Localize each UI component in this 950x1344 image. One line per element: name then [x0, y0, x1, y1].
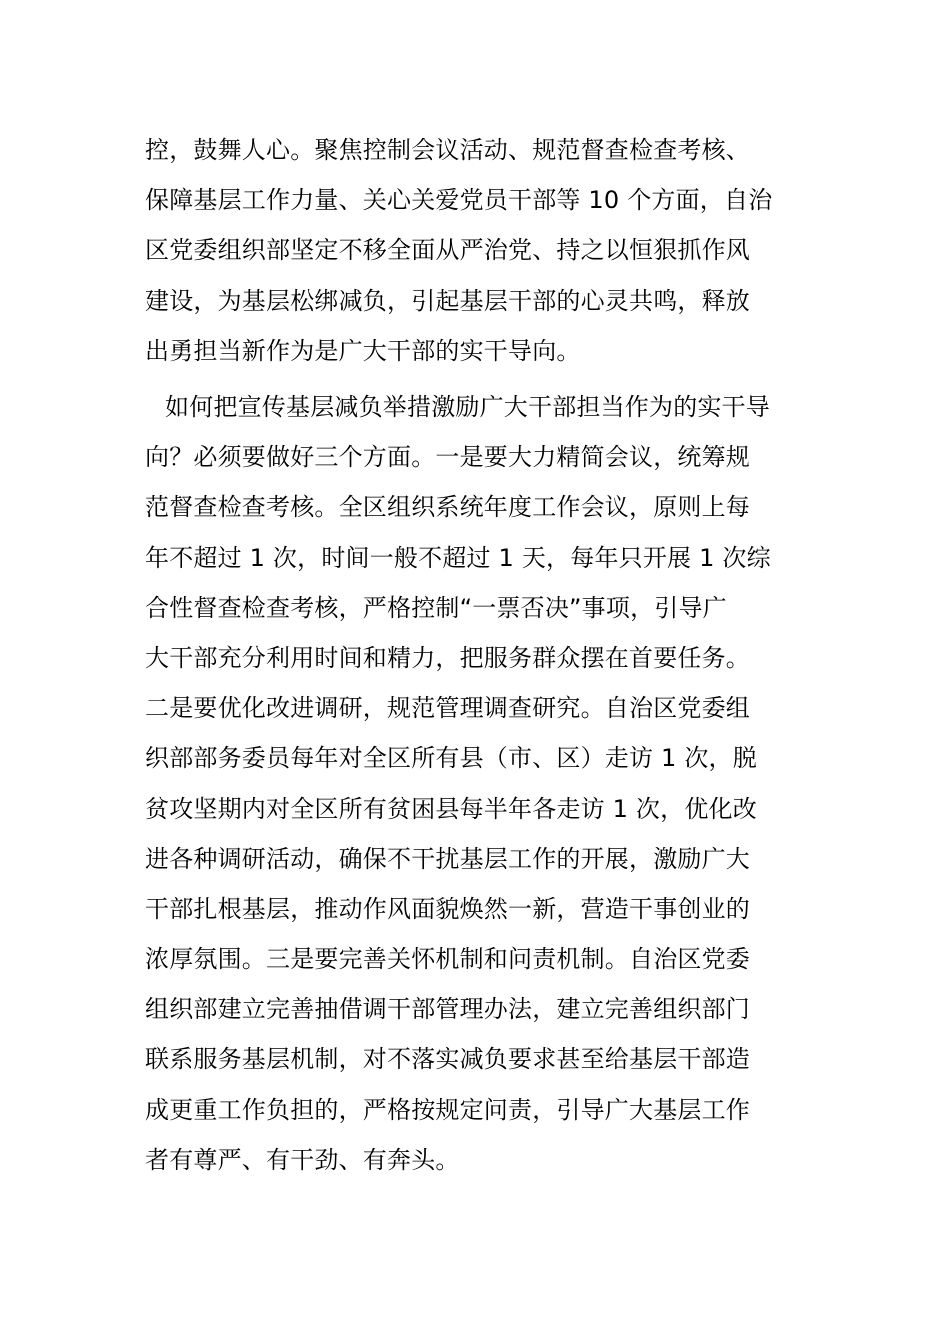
paragraph-2: [145, 382, 810, 1185]
paragraph-line: 贫攻坚期内对全区所有贫困县每半年各走访 1 次，优化改: [145, 794, 757, 823]
paragraph-line: 向？必须要做好三个方面。一是要大力精简会议，统筹规: [145, 443, 750, 472]
paragraph-1: [145, 125, 810, 376]
paragraph-line: 进各种调研活动，确保不干扰基层工作的开展，激励广大: [145, 844, 750, 873]
paragraph-line: 干部扎根基层，推动作风面貌焕然一新，营造干事创业的: [145, 894, 750, 923]
paragraph-line: 保障基层工作力量、关心关爱党员干部等 10 个方面，自治: [145, 186, 773, 215]
paragraph-line: 如何把宣传基层减负举措激励广大干部担当作为的实干导: [165, 393, 770, 421]
paragraph-line: 浓厚氛围。三是要完善关怀机制和问责机制。自治区党委: [145, 945, 750, 974]
paragraph-line: 二是要优化改进调研，规范管理调查研究。自治区党委组: [145, 694, 750, 723]
paragraph-line: 合性督查检查考核，严格控制“一票否决”事项，引导广: [145, 593, 727, 622]
paragraph-line: 联系服务基层机制，对不落实减负要求甚至给基层干部造: [145, 1045, 750, 1074]
paragraph-line: 出勇担当新作为是广大干部的实干导向。: [145, 336, 581, 365]
paragraph-line: 区党委组织部坚定不移全面从严治党、持之以恒狠抓作风: [145, 236, 750, 265]
paragraph-line: 成更重工作负担的，严格按规定问责，引导广大基层工作: [145, 1095, 750, 1124]
paragraph-line: 范督查检查考核。全区组织系统年度工作会议，原则上每: [145, 493, 750, 522]
paragraph-line: 年不超过 1 次，时间一般不超过 1 天，每年只开展 1 次综: [145, 543, 771, 572]
paragraph-line: 组织部建立完善抽借调干部管理办法，建立完善组织部门: [145, 995, 750, 1024]
paragraph-line: 大干部充分利用时间和精力，把服务群众摆在首要任务。: [145, 643, 750, 672]
paragraph-line: 控，鼓舞人心。聚焦控制会议活动、规范督查检查考核、: [145, 136, 750, 164]
paragraph-line: 建设，为基层松绑减负，引起基层干部的心灵共鸣，释放: [145, 286, 750, 315]
paragraph-line: 者有尊严、有干劲、有奔头。: [145, 1145, 460, 1174]
paragraph-line: 织部部务委员每年对全区所有县（市、区）走访 1 次，脱: [145, 744, 757, 773]
